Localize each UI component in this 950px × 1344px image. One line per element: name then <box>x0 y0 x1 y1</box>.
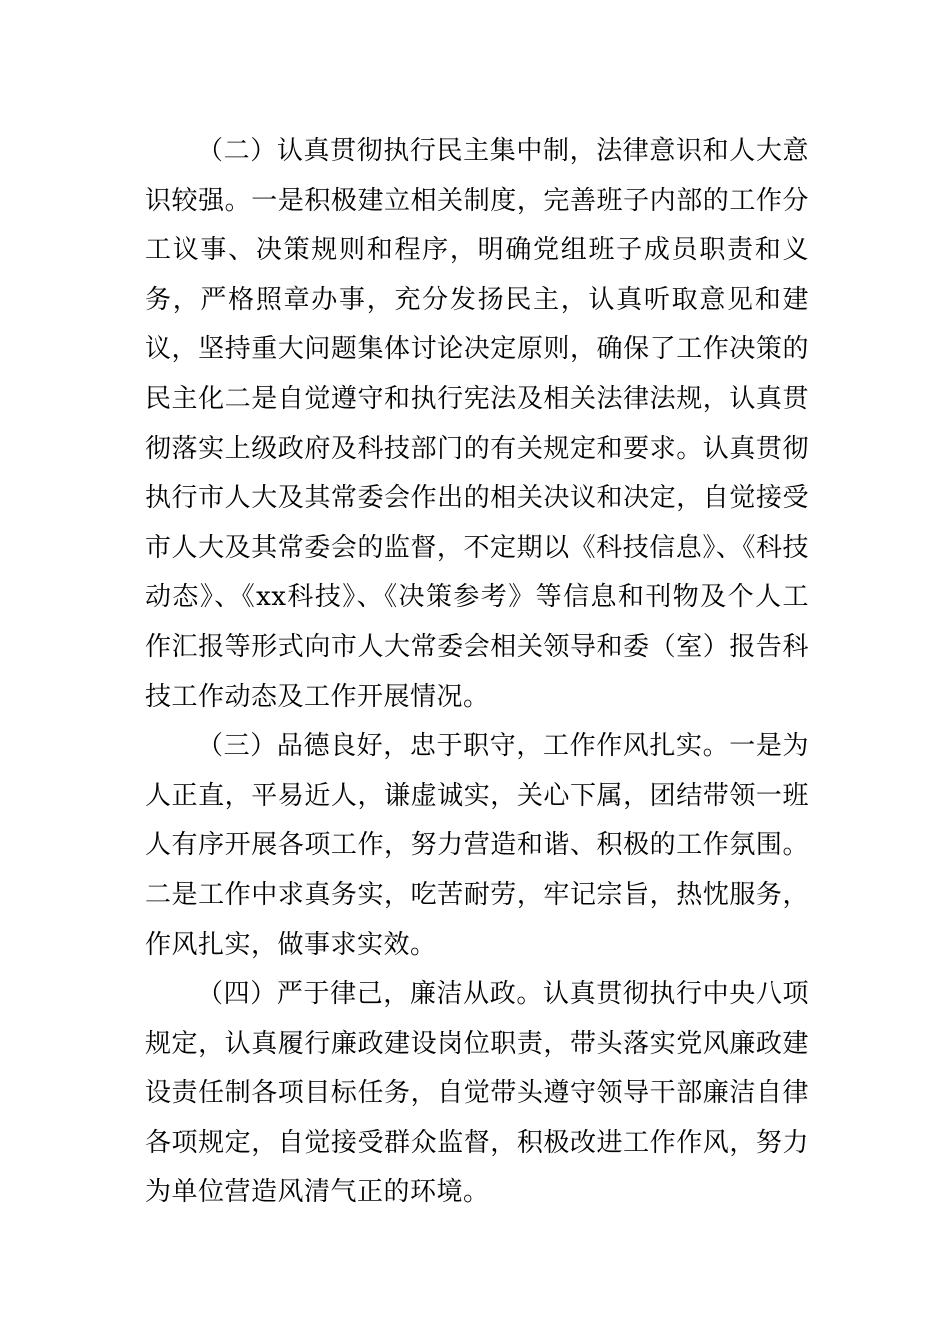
paragraph-section-3: （三）品德良好，忠于职守，工作作风扎实。一是为人正直，平易近人，谦虚诚实，关心下属，团结带领一班人有序开展各项工作，努力营造和谐、积极的工作氛围。二是工作中求真务实，吃苦耐劳，牢记宗旨，热忱服务，作风扎实，做事求实效。 <box>145 731 809 960</box>
document-body <box>145 127 809 1218</box>
paragraph-section-2: （二）认真贯彻执行民主集中制，法律意识和人大意识较强。一是积极建立相关制度，完善班子内部的工作分工议事、决策规则和程序，明确党组班子成员职责和义务，严格照章办事，充分发扬民主，认真听取意见和建议，坚持重大问题集体讨论决定原则，确保了工作决策的民主化二是自觉遵守和执行宪法及相关法律法规，认真贯彻落实上级政府及科技部门的有关规定和要求。认真贯彻执行市人大及其常委会作出的相关决议和决定，自觉接受市人大及其常委会的监督，不定期以《科技信息》、《科技动态》、《xx科技》、《决策参考》等信息和刊物及个人工作汇报等形式向市人大常委会相关领导和委（室）报告科技工作动态及工作开展情况。 <box>145 136 809 712</box>
paragraph-section-4: （四）严于律己，廉洁从政。认真贯彻执行中央八项规定，认真履行廉政建设岗位职责，带头落实党风廉政建设责任制各项目标任务，自觉带头遵守领导干部廉洁自律各项规定，自觉接受群众监督，积极改进工作作风，努力为单位营造风清气正的环境。 <box>145 979 809 1208</box>
